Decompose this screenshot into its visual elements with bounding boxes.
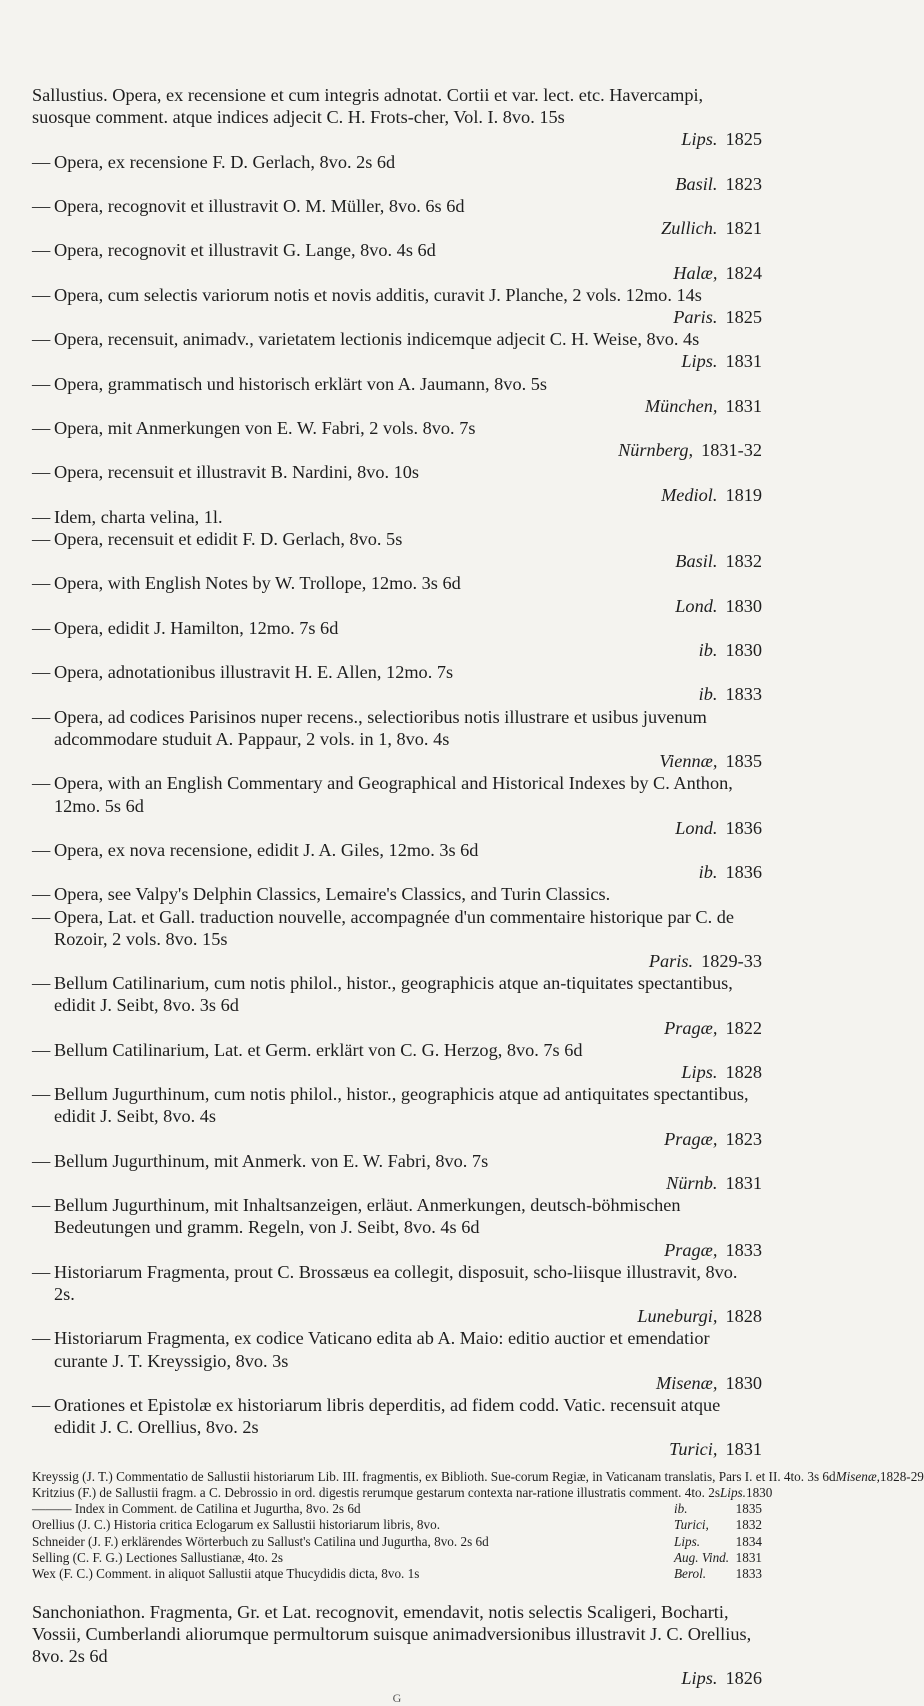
entry: — Bellum Catilinarium, Lat. et Germ. erklärt von C. G. Herzog, 8vo. 7s 6d Lips. 1828 (32, 1039, 762, 1082)
entry: — Opera, recognovit et illustravit O. M. Müller, 8vo. 6s 6d Zullich. 1821 (32, 196, 762, 239)
entry: — Opera, ad codices Parisinos nuper recens., selectioribus notis illustrare et usibus juvenum adcommodare studuit A. Pappaur, 2 vols. in 1, 8vo. 4s Viennæ, 1835 (32, 706, 762, 772)
note-row: Wex (F. C.) Comment. in aliquot Sallustii atque Thucydidis dicta, 8vo. 1s Berol. 1833 (32, 1566, 762, 1582)
note-row: Selling (C. F. G.) Lectiones Sallustianæ, 4to. 2s Aug. Vind. 1831 (32, 1550, 762, 1566)
note-row: Schneider (J. F.) erklärendes Wörterbuch zu Sallust's Catilina und Jugurtha, 8vo. 2s 6d Lips. 1834 (32, 1533, 762, 1549)
entry-year: 1825 (725, 129, 762, 150)
entry: — Opera, Lat. et Gall. traduction nouvelle, accompagnée d'un commentaire historique par C. de Rozoir, 2 vols. 8vo. 15s Paris. 1829-33 (32, 906, 762, 971)
entry: — Bellum Jugurthinum, cum notis philol., histor., geographicis atque ad antiquitates spectantibus, edidit J. Seibt, 8vo. 4s Pragæ, 1823 (32, 1084, 762, 1149)
note-row: Kreyssig (J. T.) Commentatio de Sallustii historiarum Lib. III. fragmentis, ex Biblioth. Sue-corum Regiæ, in Vaticanam translatis, Pars I. et II. 4to. 3s 6d Misenæ, 1828-29 (32, 1468, 924, 1484)
note-row: Kritzius (F.) de Sallustii fragm. a C. Debrossio in ord. digestis rerumque gestarum contexta nar-ratione illustratis comment. 4to. 2s Lips. 1830 (32, 1484, 773, 1500)
entry-place: Lips. (681, 129, 718, 150)
entry: — Opera, see Valpy's Delphin Classics, Lemaire's Classics, and Turin Classics. (32, 884, 611, 905)
entry: — Opera, ex recensione F. D. Gerlach, 8vo. 2s 6d Basil. 1823 (32, 151, 762, 194)
entry: — Orationes et Epistolæ ex historiarum libris deperditis, ad fidem codd. Vatic. recensuit atque edidit J. C. Orellius, 8vo. 2s Turici, 1831 (32, 1394, 762, 1460)
entry: — Opera, with English Notes by W. Trollope, 12mo. 3s 6d Lond. 1830 (32, 573, 762, 616)
entry: — Opera, recensuit et illustravit B. Nardini, 8vo. 10s Mediol. 1819 (32, 462, 762, 505)
entry: — Historiarum Fragmenta, prout C. Brossæus ea collegit, disposuit, scho-liisque illustravit, 8vo. 2s. Luneburgi, 1828 (32, 1261, 762, 1327)
entry: — Historiarum Fragmenta, ex codice Vaticano edita ab A. Maio: editio auctior et emendatior curante J. T. Kreyssigio, 8vo. 3s Misenæ, 1830 (32, 1328, 762, 1393)
entry: — Opera, recognovit et illustravit G. Lange, 8vo. 4s 6d Halæ, 1824 (32, 240, 762, 283)
entry: — Opera, recensuit et edidit F. D. Gerlach, 8vo. 5s Basil. 1832 (32, 529, 762, 572)
entry: — Opera, ex nova recensione, edidit J. A. Giles, 12mo. 3s 6d ib. 1836 (32, 839, 762, 883)
entry: — Opera, mit Anmerkungen von E. W. Fabri, 2 vols. 8vo. 7s Nürnberg, 1831-32 (32, 418, 762, 461)
entry: — Opera, recensuit, animadv., varietatem lectionis indicemque adjecit C. H. Weise, 8vo. 4s Lips. 1831 (32, 329, 762, 372)
entry: — Bellum Catilinarium, cum notis philol., histor., geographicis atque an-tiquitates spectantibus, edidit J. Seibt, 8vo. 3s 6d Pragæ, 1822 (32, 973, 762, 1038)
entry: — Idem, charta velina, 1l. (32, 506, 223, 527)
entry-text: Sallustius. Opera, ex recensione et cum integris adnotat. Cortii et var. lect. etc. Havercampi, suosque comment. atque indices adjecit C. H. Frots-cher, Vol. I. 8vo. 15s (32, 85, 704, 128)
entry: — Opera, edidit J. Hamilton, 12mo. 7s 6d ib. 1830 (32, 617, 762, 661)
note-row: ——— Index in Comment. de Catilina et Jugurtha, 8vo. 2s 6d ib. 1835 (32, 1501, 762, 1517)
note-row: Orellius (J. C.) Historia critica Eclogarum ex Sallustii historiarum libris, 8vo. Turici, 1832 (32, 1517, 762, 1533)
entry: — Opera, grammatisch und historisch erklärt von A. Jaumann, 8vo. 5s München, 1831 (32, 373, 762, 416)
entry: — Opera, cum selectis variorum notis et novis additis, curavit J. Planche, 2 vols. 12mo. 14s Paris. 1825 (32, 284, 762, 328)
entry: — Opera, adnotationibus illustravit H. E. Allen, 12mo. 7s ib. 1833 (32, 662, 762, 705)
signature-mark: G (392, 1691, 402, 1706)
entry: — Bellum Jugurthinum, mit Anmerk. von E. W. Fabri, 8vo. 7s Nürnb. 1831 (32, 1150, 762, 1193)
entry: — Opera, with an English Commentary and Geographical and Historical Indexes by C. Anthon, 12mo. 5s 6d Lond. 1836 (32, 773, 762, 838)
entry: — Bellum Jugurthinum, mit Inhaltsanzeigen, erläut. Anmerkungen, deutsch-böhmischen Bedeutungen und gramm. Regeln, von J. Seibt, 8vo. 4s 6d Pragæ, 1833 (32, 1195, 762, 1260)
secondary-works (32, 1468, 924, 1583)
entry-sanchoniathon: Sanchoniathon. Fragmenta, Gr. et Lat. recognovit, emendavit, notis selectis Scaligeri, Bocharti, Vossii, Cumberlandi aliorumque permultorum suisque animadversionibus illustravit J. C. Orellius, 8vo. 2s 6d Lips. 1826 (32, 1601, 762, 1689)
entry-sallustius (32, 84, 762, 151)
